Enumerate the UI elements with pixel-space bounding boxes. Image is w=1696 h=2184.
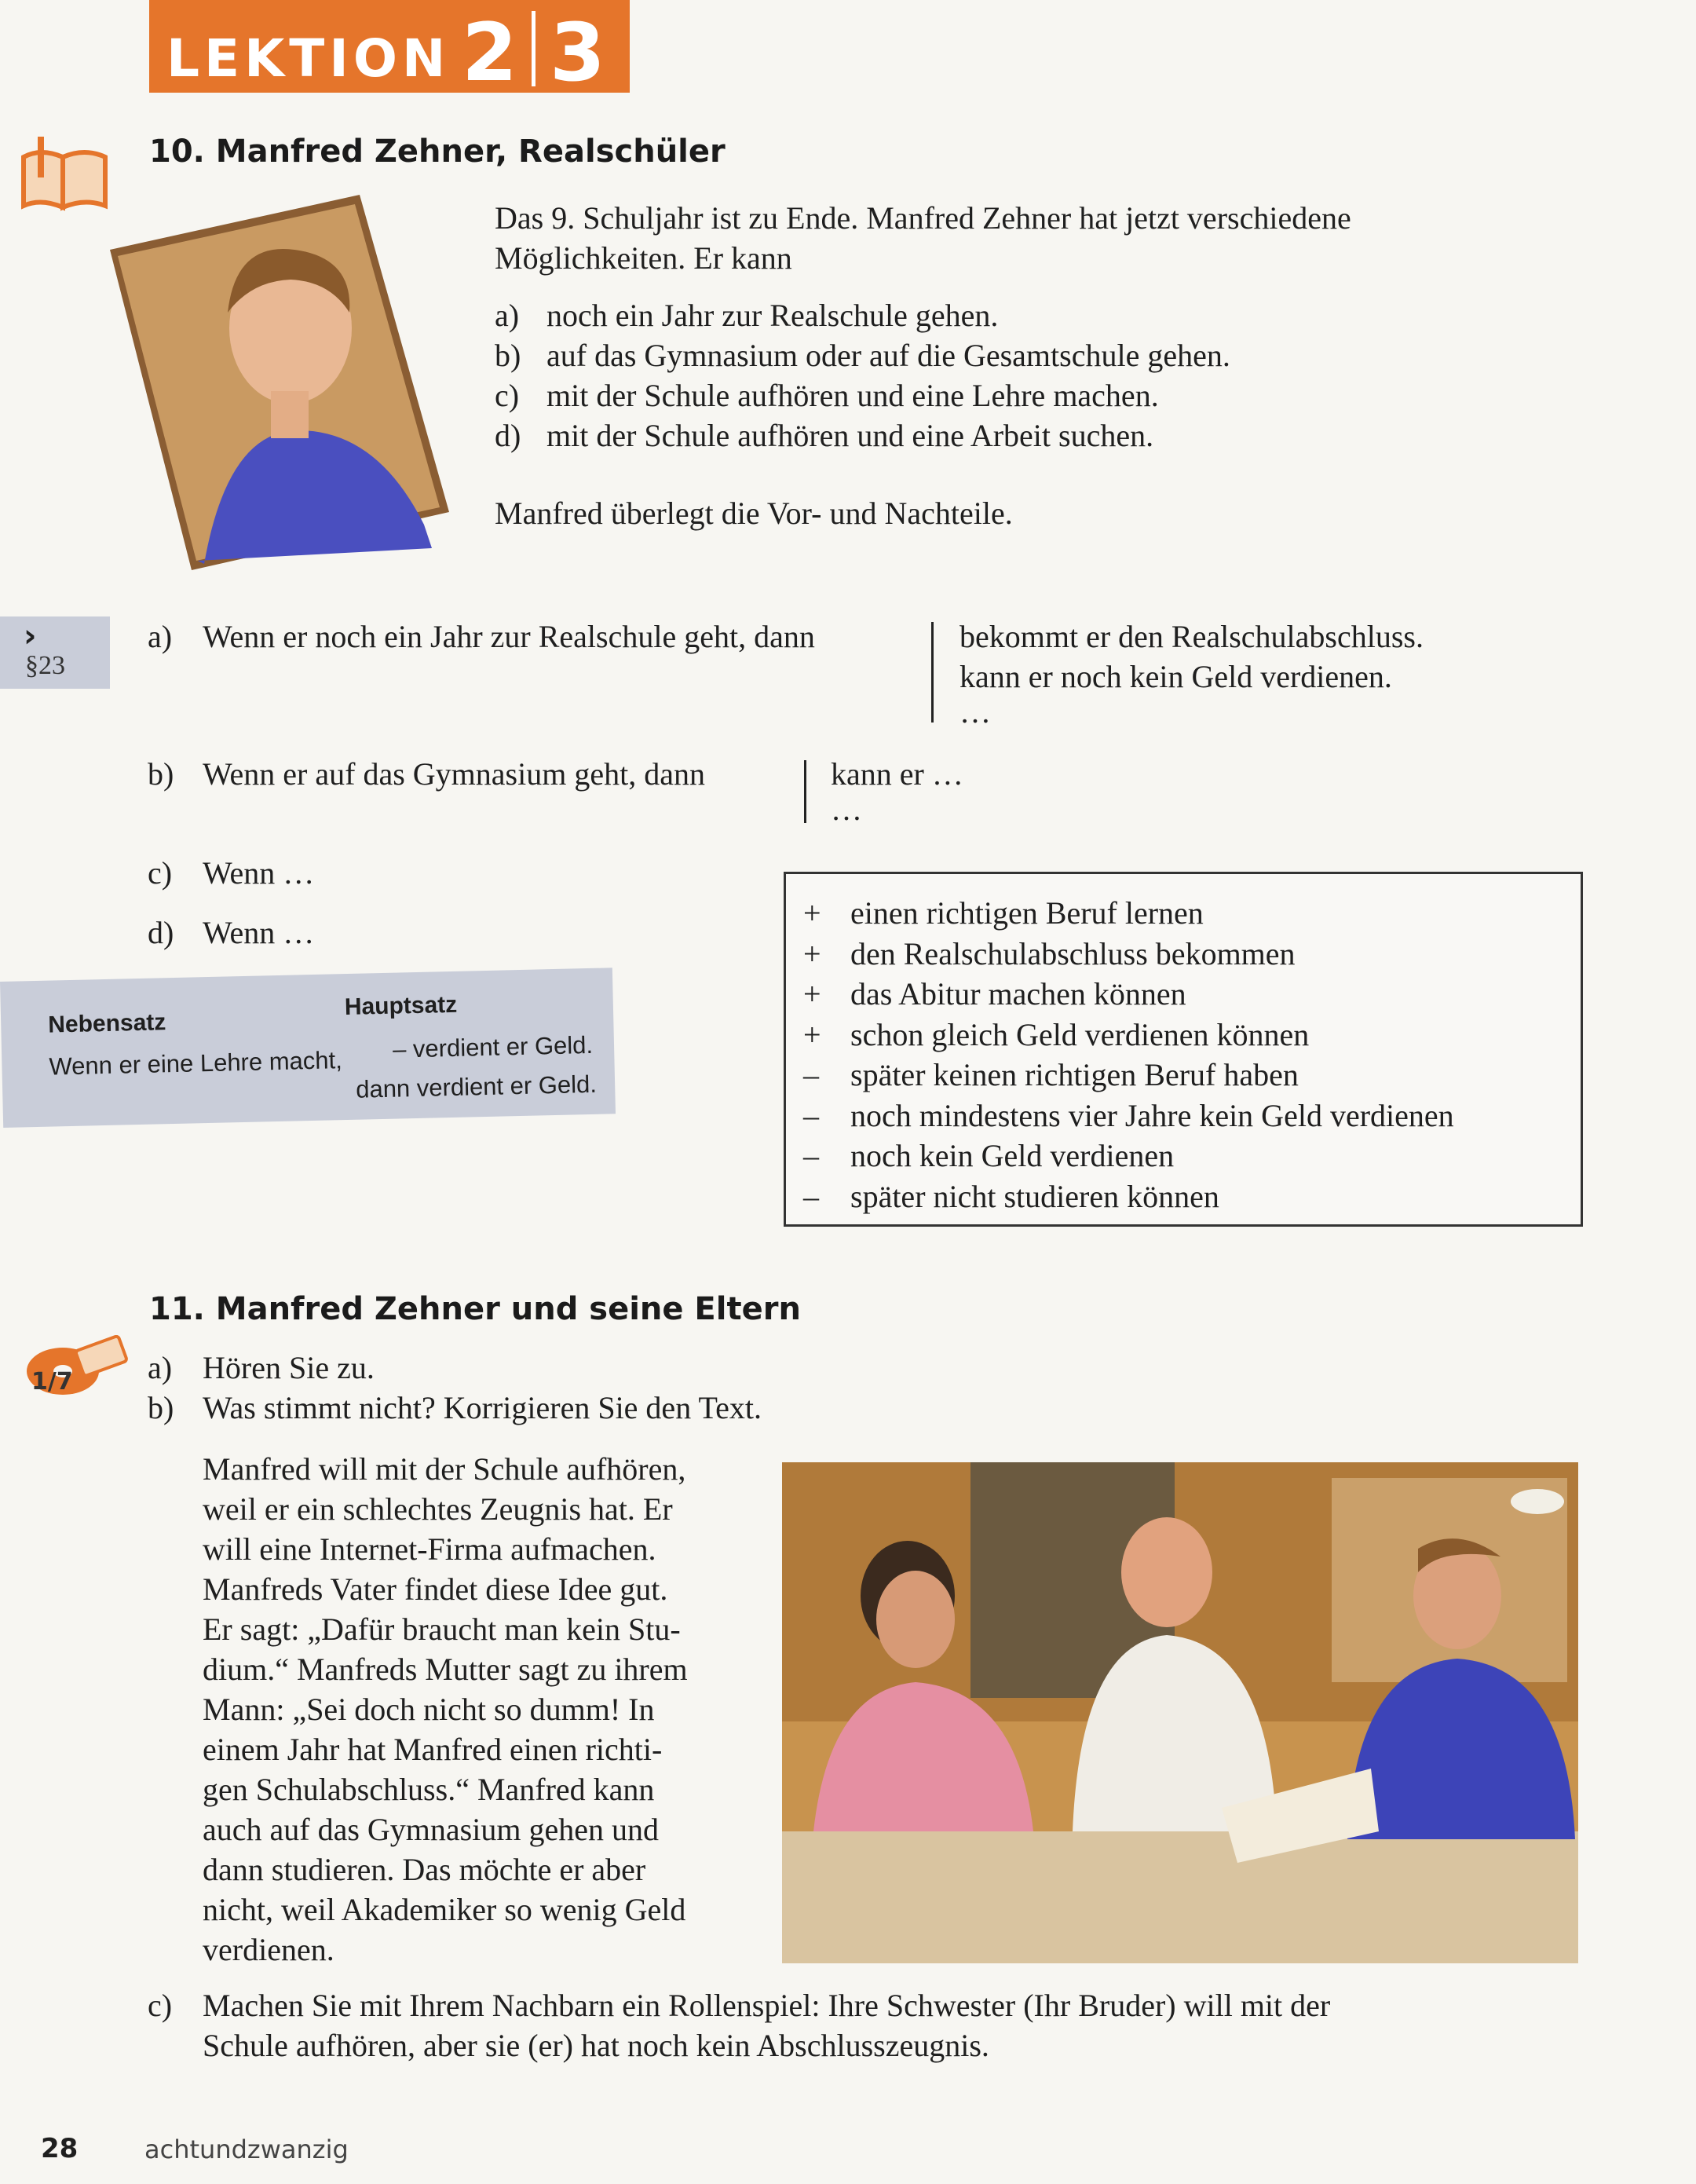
ex11-a-letter: a): [148, 1350, 173, 1385]
sentence-c-letter: c): [148, 855, 173, 891]
box-item: – später keinen richtigen Beruf haben: [803, 1057, 1299, 1092]
continuation-line: …: [831, 792, 862, 827]
exercise-10-title: 10. Manfred Zehner, Realschüler: [149, 134, 726, 170]
story-line: Manfred will mit der Schule aufhören,: [203, 1451, 686, 1487]
box-item: – noch mindestens vier Jahre kein Geld verdienen: [803, 1097, 1454, 1133]
hauptsatz-example-2: dann verdient er Geld.: [355, 1070, 598, 1103]
grammar-paragraph-ref: §23: [25, 651, 65, 680]
box-item: + einen richtigen Beruf lernen: [803, 895, 1204, 931]
box-item: + das Abitur machen können: [803, 976, 1186, 1012]
page-number: 28: [41, 2133, 79, 2164]
sentence-b-continuations: [831, 754, 963, 825]
grammar-table: [0, 968, 616, 1128]
ex11-a-text: Hören Sie zu.: [203, 1350, 375, 1385]
instruction-line: Machen Sie mit Ihrem Nachbarn ein Rollenspiel: Ihre Schwester (Ihr Bruder) will mit der: [203, 1988, 1331, 2023]
story-line: auch auf das Gymnasium gehen und: [203, 1812, 659, 1847]
story-line: dium.“ Manfreds Mutter sagt zu ihrem: [203, 1652, 688, 1687]
track-number: 1/7: [31, 1368, 73, 1396]
sentence-a-text: Wenn er noch ein Jahr zur Realschule geht, dann: [203, 619, 815, 654]
nebensatz-heading: Nebensatz: [47, 1009, 166, 1038]
lesson-banner: [149, 0, 630, 100]
continuation-line: kann er …: [831, 756, 963, 792]
continuation-line: …: [959, 694, 991, 730]
box-item: + den Realschulabschluss bekommen: [803, 935, 1296, 971]
ex11-c-letter: c): [148, 1988, 173, 2023]
exercise-11-title: 11. Manfred Zehner und seine Eltern: [149, 1291, 801, 1327]
page-number-word: achtundzwanzig: [144, 2135, 349, 2164]
story-line: will eine Internet-Firma aufmachen.: [203, 1531, 656, 1567]
sentence-d-text: Wenn …: [203, 915, 315, 950]
option-item: b) auf das Gymnasium oder auf die Gesamtschule gehen.: [495, 338, 1230, 373]
box-item: + schon gleich Geld verdienen können: [803, 1016, 1310, 1052]
sentence-c-text: Wenn …: [203, 855, 315, 891]
story-line: dann studieren. Das möchte er aber: [203, 1852, 646, 1887]
options-list: [495, 295, 1578, 455]
sentence-b-text: Wenn er auf das Gymnasium geht, dann: [203, 756, 705, 792]
intro-line: Möglichkeiten. Er kann: [495, 240, 792, 276]
instruction-line: Schule aufhören, aber sie (er) hat noch kein Abschlusszeugnis.: [203, 2028, 989, 2063]
closing-line: Manfred überlegt die Vor- und Nachteile.: [495, 496, 1013, 531]
story-line: Er sagt: „Dafür braucht man kein Stu-: [203, 1611, 681, 1647]
ex11-c-text: [203, 1985, 1585, 2065]
intro-line: Das 9. Schuljahr ist zu Ende. Manfred Zehner hat jetzt verschiedene: [495, 200, 1351, 236]
ex11-story-text: [203, 1449, 752, 1970]
ex11-b-letter: b): [148, 1390, 174, 1425]
sentence-b-letter: b): [148, 756, 174, 792]
option-item: a) noch ein Jahr zur Realschule gehen.: [495, 298, 999, 333]
family-photo: [782, 1462, 1578, 1963]
arrow-icon: ›: [24, 618, 37, 654]
story-line: verdienen.: [203, 1932, 334, 1967]
story-line: Mann: „Sei doch nicht so dumm! In: [203, 1692, 655, 1727]
story-line: gen Schulabschluss.“ Manfred kann: [203, 1772, 655, 1807]
nebensatz-example: Wenn er eine Lehre macht,: [49, 1046, 343, 1081]
continuation-line: bekommt er den Realschulabschluss.: [959, 619, 1424, 654]
exercise-10-intro: [495, 198, 1578, 278]
divider-line: [804, 760, 806, 823]
lesson-number-3: 3: [550, 6, 605, 100]
story-line: einem Jahr hat Manfred einen richti-: [203, 1732, 663, 1767]
student-portrait-photo: [110, 195, 449, 570]
story-line: nicht, weil Akademiker so wenig Geld: [203, 1892, 686, 1927]
grammar-reference-tab[interactable]: [0, 616, 110, 689]
pros-cons-box: [784, 872, 1583, 1227]
ex11-b-text: Was stimmt nicht? Korrigieren Sie den Text.: [203, 1390, 762, 1425]
lesson-number-2: 2: [462, 6, 517, 100]
sentence-d-letter: d): [148, 915, 174, 950]
option-item: c) mit der Schule aufhören und eine Lehre machen.: [495, 378, 1159, 413]
divider-line: [931, 622, 934, 723]
box-item: – später nicht studieren können: [803, 1178, 1219, 1214]
book-icon: [17, 134, 111, 212]
hauptsatz-example-1: – verdient er Geld.: [392, 1030, 594, 1063]
story-line: Manfreds Vater findet diese Idee gut.: [203, 1571, 668, 1607]
lesson-label: LEKTION: [166, 28, 451, 89]
story-line: weil er ein schlechtes Zeugnis hat. Er: [203, 1491, 673, 1527]
box-item: – noch kein Geld verdienen: [803, 1138, 1175, 1173]
sentence-a-continuations: [959, 616, 1424, 728]
option-item: d) mit der Schule aufhören und eine Arbeit suchen.: [495, 418, 1154, 453]
lesson-divider: [532, 11, 535, 86]
hauptsatz-heading: Hauptsatz: [344, 991, 458, 1021]
sentence-a-letter: a): [148, 619, 173, 654]
continuation-line: kann er noch kein Geld verdienen.: [959, 659, 1392, 694]
